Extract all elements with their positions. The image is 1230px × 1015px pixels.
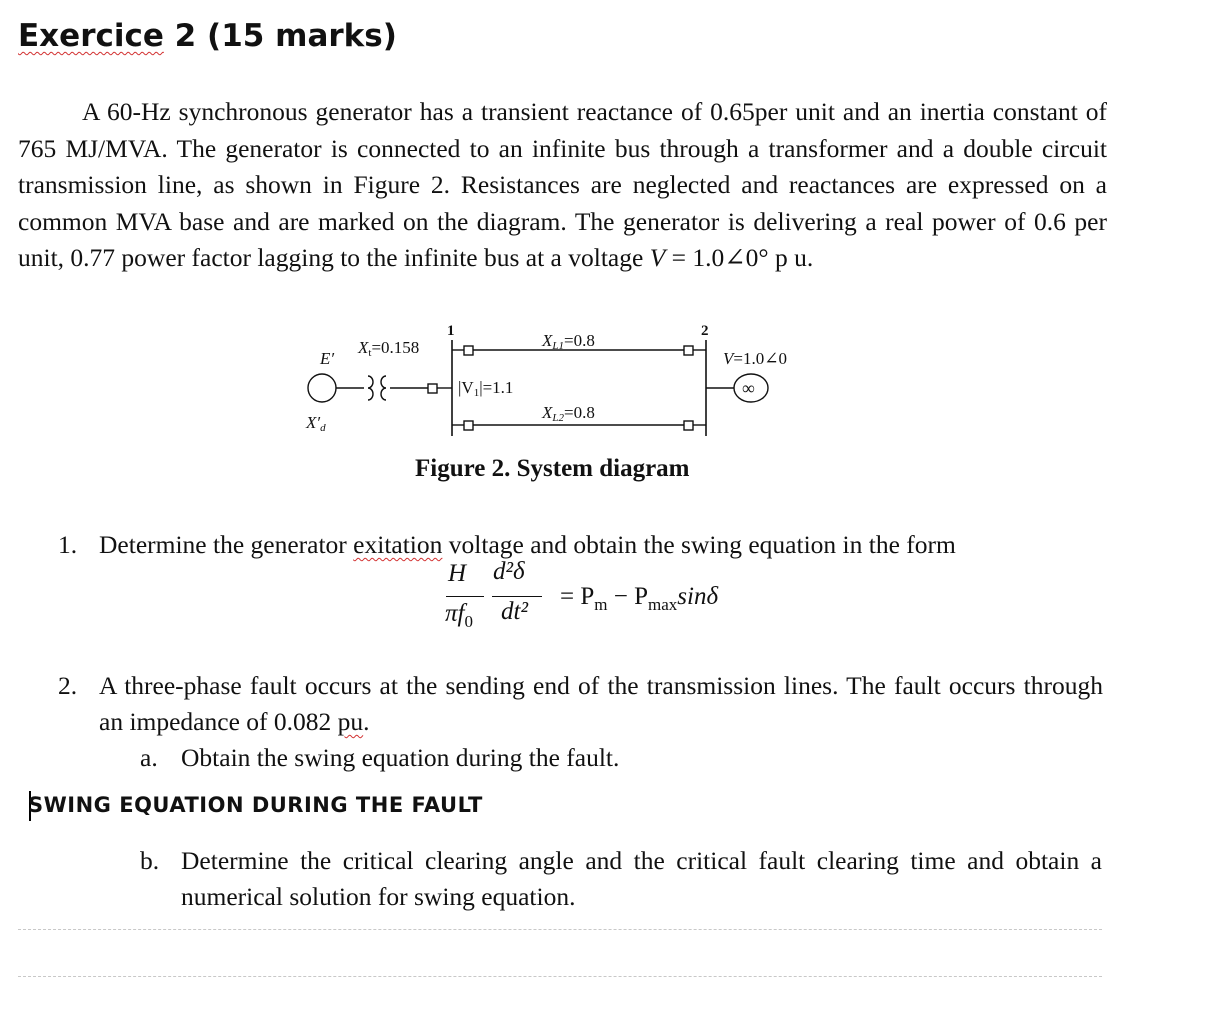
intro-text: A 60-Hz synchronous generator has a transient reactance of 0.65per unit and an inertia constant of 765 MJ/MVA. The generator is connected to an infinite bus through a transformer and a double circuit transmission line, as shown in Figure 2. Resistances are neglected and reactances are expressed on a common MVA base and are marked on the diagram. The generator is delivering a real power of 0.6 per unit, 0.77 power factor lagging to the infinite bus at a voltage [18, 97, 1107, 273]
title-word: Exercice [18, 18, 164, 54]
eq-numerator-d2: d²δ [493, 558, 525, 585]
swing-equation [440, 558, 780, 633]
xt-label: Xt=0.158 [358, 338, 420, 359]
divider-line [18, 929, 1102, 930]
v1-label: |V1|=1.1 [458, 378, 514, 399]
xd-label: X′d [306, 413, 326, 434]
system-diagram [290, 318, 830, 443]
question-2a-letter: a. [140, 743, 158, 772]
divider-line [18, 976, 1102, 977]
vinf-label: V=1.0∠0 [723, 349, 787, 368]
intro-paragraph [18, 94, 1107, 277]
section-heading[interactable]: SWING EQUATION DURING THE FAULT [28, 793, 483, 817]
generator-symbol [308, 374, 336, 402]
question-1-number: 1. [58, 530, 78, 559]
exercise-title [18, 16, 397, 56]
eq-denominator-pif: $\pi f_0$ [445, 600, 473, 631]
question-2 [58, 668, 1103, 740]
question-2a-text: Obtain the swing equation during the fault. [181, 743, 620, 772]
misspelled-pu: pu [337, 707, 364, 736]
eq-denominator-dt2: dt² [501, 598, 528, 625]
figure-caption: Figure 2. System diagram [415, 455, 690, 482]
xl2-label: XL2=0.8 [542, 403, 595, 424]
question-2-number: 2. [58, 671, 78, 700]
eq-rhs: = $P_m - P_{max}\sin\delta$ [560, 583, 719, 614]
transformer-symbol [368, 376, 373, 400]
e-prime-label: E′ [320, 349, 335, 368]
bus-1-label: 1 [447, 323, 455, 339]
eq-numerator-h: H [448, 560, 467, 587]
question-2b-text: Determine the critical clearing angle and the critical fault clearing time and obtain a numerical solution for swing equation. [181, 846, 1102, 911]
question-2b-letter: b. [140, 846, 160, 875]
title-rest: 2 (15 marks) [163, 18, 397, 54]
intro-voltage-symbol: V [649, 243, 666, 273]
infinity-icon: ∞ [742, 378, 755, 398]
intro-voltage-value: = 1.0∠0° p u. [665, 243, 814, 273]
question-2-text: A three-phase fault occurs at the sending end of the transmission lines. The fault occurs through an impedance of 0.082 pu. [99, 671, 1103, 736]
question-2b [140, 843, 1102, 915]
question-1-text: Determine the generator exitation voltage and obtain the swing equation in the form [99, 530, 956, 559]
question-2a [140, 740, 1100, 776]
misspelled-word: exitation [353, 530, 443, 559]
xl1-label: XL1=0.8 [542, 331, 595, 352]
bus-2-label: 2 [701, 323, 709, 339]
